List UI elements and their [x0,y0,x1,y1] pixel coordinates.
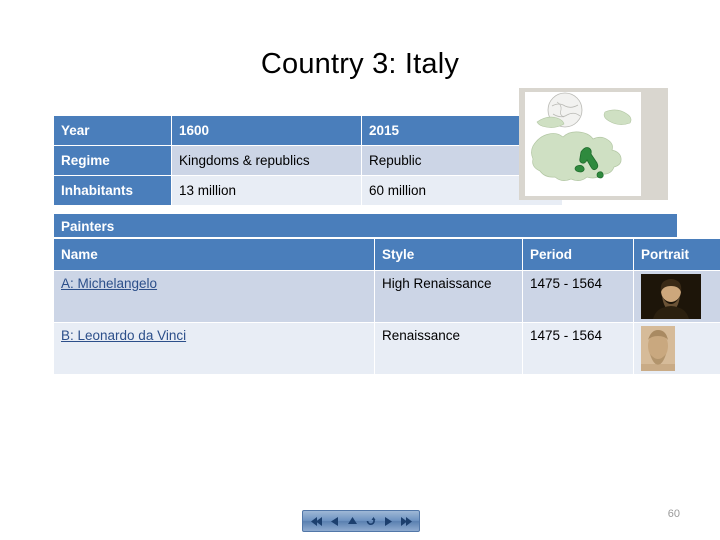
painters-section-title: Painters [53,213,678,238]
facts-regime-1600: Kingdoms & republics [172,146,362,176]
country-facts-table [53,115,563,206]
painter-period-leonardo: 1475 - 1564 [523,323,634,375]
painter-period-michelangelo: 1475 - 1564 [523,271,634,323]
first-slide-icon[interactable] [308,513,325,529]
facts-inhabitants-1600: 13 million [172,176,362,206]
table-row [54,176,563,206]
home-slide-icon[interactable] [362,513,379,529]
michelangelo-portrait-icon [641,274,701,319]
painter-portrait-cell [634,323,720,375]
painter-style-leonardo: Renaissance [375,323,523,375]
facts-header-1600: 1600 [172,116,362,146]
table-row [54,146,563,176]
painters-table [53,238,720,375]
table-row [54,271,720,323]
painters-header-style: Style [375,239,523,271]
last-slide-icon[interactable] [398,513,415,529]
next-slide-icon[interactable] [380,513,397,529]
painters-section [53,213,690,375]
facts-header-year: Year [54,116,172,146]
painter-link-michelangelo[interactable]: A: Michelangelo [61,276,158,291]
page-number: 60 [667,508,680,520]
europe-map-image [519,88,668,200]
painter-name-cell [54,271,375,323]
up-slide-icon[interactable] [344,513,361,529]
painter-link-leonardo[interactable]: B: Leonardo da Vinci [61,328,187,343]
table-row-header [54,239,720,271]
previous-slide-icon[interactable] [326,513,343,529]
facts-header-2015: 2015 [362,116,563,146]
table-row [54,323,720,375]
painters-header-name: Name [54,239,375,271]
facts-row-label-regime: Regime [54,146,172,176]
painter-name-cell [54,323,375,375]
table-row-header [54,116,563,146]
facts-regime-2015: Republic [362,146,563,176]
painter-portrait-cell [634,271,720,323]
facts-inhabitants-2015: 60 million [362,176,563,206]
facts-row-label-inhabitants: Inhabitants [54,176,172,206]
painter-style-michelangelo: High Renaissance [375,271,523,323]
slide-navigation-bar[interactable] [302,510,420,532]
painters-header-period: Period [523,239,634,271]
leonardo-portrait-icon [641,326,675,371]
page-title: Country 3: Italy [260,48,460,80]
painters-header-portrait: Portrait [634,239,720,271]
